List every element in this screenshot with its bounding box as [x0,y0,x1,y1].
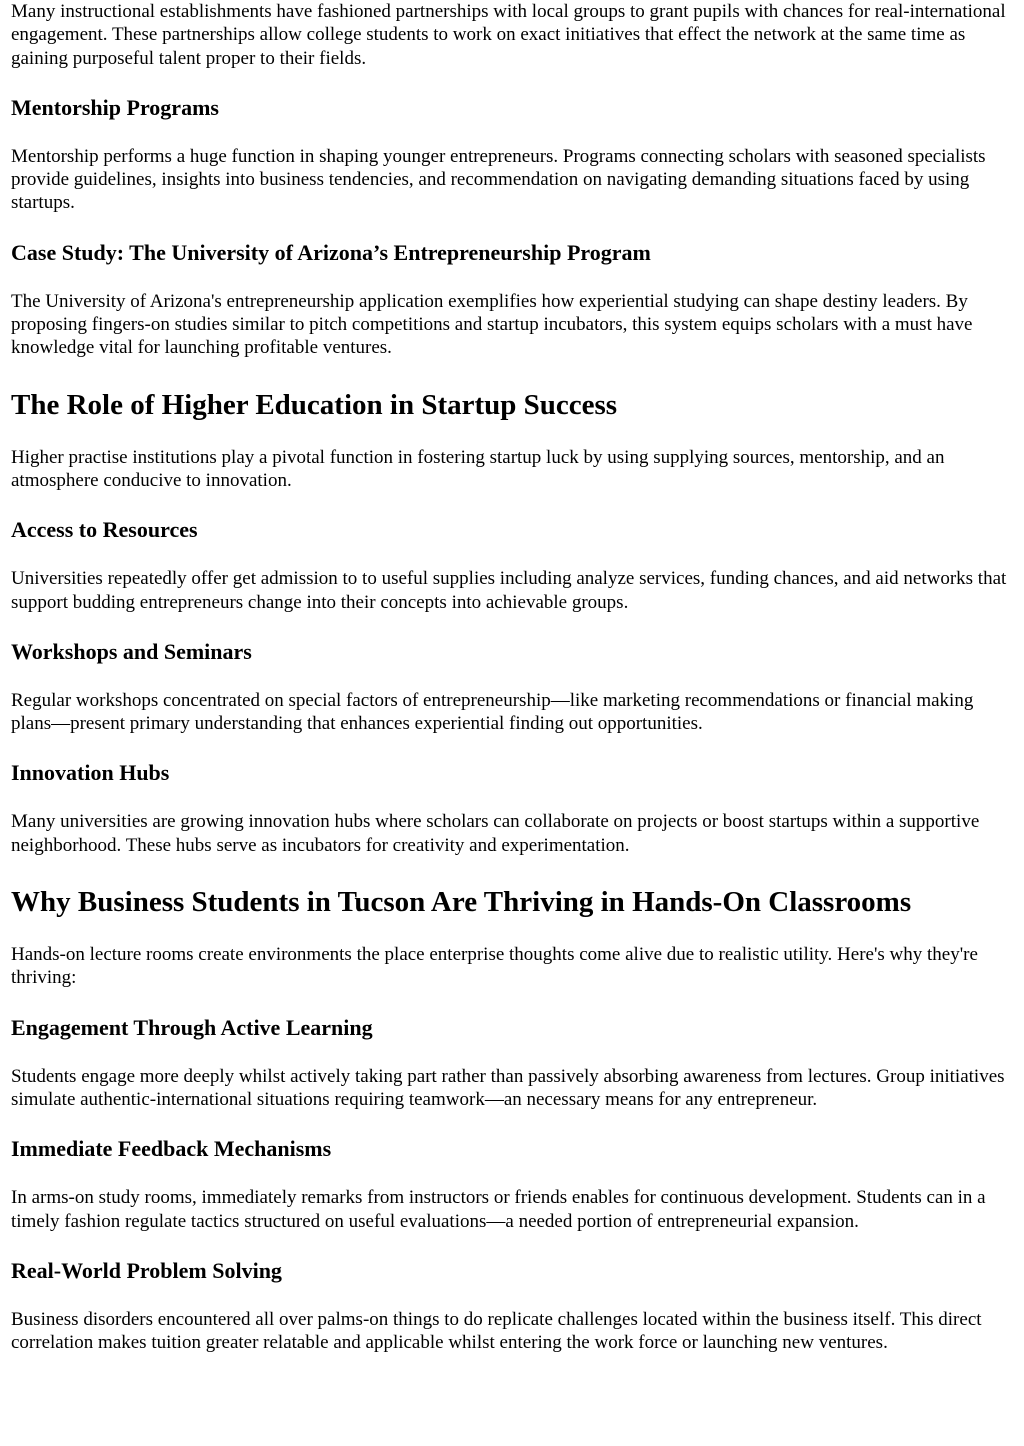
heading-real-world-problem-solving: Real-World Problem Solving [11,1257,282,1283]
innovation-hubs-paragraph: Many universities are growing innovation hubs where scholars can collaborate on projects or boost startups within a supportive neighborhood. These hubs serve as incubators for creativity and experimentation. [11,811,980,856]
heading-immediate-feedback: Immediate Feedback Mechanisms [11,1136,332,1162]
heading-mentorship-programs: Mentorship Programs [11,94,219,120]
heading-case-study: Case Study: The University of Arizona’s Entrepreneurship Program [11,239,651,265]
hands-on-paragraph: Hands-on lecture rooms create environments the place enterprise thoughts come alive due to realistic utility. Here's why they're thriving: [11,944,978,989]
intro-partnerships-paragraph: Many instructional establishments have fashioned partnerships with local groups to grant pupils with chances for real-international engagement. These partnerships allow college students to work on exact initiatives that effect the network at the same time as gaining purposeful talent proper to their fields. [11,1,1006,69]
heading-why-business-students-thriving: Why Business Students in Tucson Are Thriving in Hands-On Classrooms [11,886,912,919]
heading-workshops-and-seminars: Workshops and Seminars [11,638,252,664]
higher-education-paragraph: Higher practise institutions play a pivotal function in fostering startup luck by using supplying sources, mentorship, and an atmosphere conducive to innovation. [11,446,945,491]
workshops-paragraph: Regular workshops concentrated on special factors of entrepreneurship—like marketing recommendations or financial making plans—present primary understanding that enhances experiential finding out opportunities. [11,689,974,735]
problem-solving-paragraph: Business disorders encountered all over palms-on things to do replicate challenges located within the business itself. This direct correlation makes tuition greater relatable and applicable whilst entering the work force or launching new ventures. [11,1308,982,1354]
mentorship-paragraph: Mentorship performs a huge function in shaping younger entrepreneurs. Programs connecting scholars with seasoned specialists provide guidelines, insights into business tendencies, and recommendation on navigating demanding situations faced by using startups. [11,145,986,214]
engagement-paragraph: Students engage more deeply whilst actively taking part rather than passively absorbing awareness from lectures. Group initiatives simulate authentic-international situations requiring teamwork—an necessary means for any entrepreneur. [11,1065,1005,1110]
heading-engagement-active-learning: Engagement Through Active Learning [11,1014,373,1040]
resources-paragraph: Universities repeatedly offer get admission to to useful supplies including analyze services, funding chances, and aid networks that support budding entrepreneurs change into their concepts into achievable groups. [11,568,1007,613]
heading-role-of-higher-education: The Role of Higher Education in Startup Success [11,388,618,421]
heading-access-to-resources: Access to Resources [11,517,198,543]
heading-innovation-hubs: Innovation Hubs [11,760,170,786]
case-study-paragraph: The University of Arizona's entrepreneurship application exemplifies how experiential studying can shape destiny leaders. By proposing fingers-on studies similar to pitch competitions and startup incubators, this system equips scholars with a must have knowledge vital for launching profitable ventures. [11,290,973,359]
feedback-paragraph: In arms-on study rooms, immediately remarks from instructors or friends enables for continuous development. Students can in a timely fashion regulate tactics structured on useful evaluations—a needed portion of entrepreneurial expansion. [11,1187,986,1232]
